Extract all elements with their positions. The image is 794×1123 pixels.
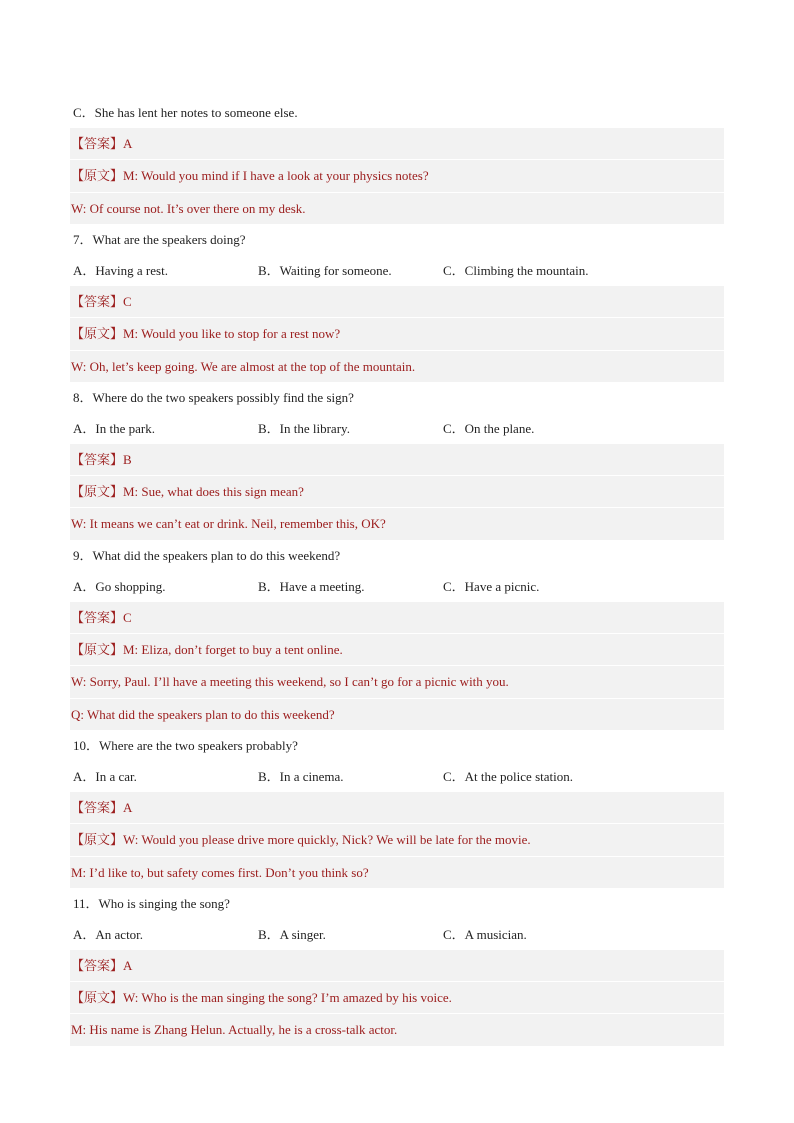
answer-block-line xyxy=(70,1013,724,1045)
option-a: A．Go shopping. xyxy=(73,578,166,594)
option-c: C．A musician. xyxy=(443,926,527,942)
answer-block-line xyxy=(70,192,724,224)
transcript-line: Q: What did the speakers plan to do this weekend? xyxy=(71,706,335,722)
option-c: C．Have a picnic. xyxy=(443,578,540,594)
transcript-line: 【原文】M: Eliza, don’t forget to buy a tent online. xyxy=(71,642,343,658)
answer-options xyxy=(70,413,724,444)
answer-key: 【答案】A xyxy=(71,800,133,816)
answer-options xyxy=(70,919,724,950)
transcript-line: 【原文】M: Sue, what does this sign mean? xyxy=(71,484,304,500)
answer-key: 【答案】B xyxy=(71,452,132,468)
answer-block-line xyxy=(70,602,724,633)
option-b: B．Have a meeting. xyxy=(258,578,365,594)
document-body xyxy=(70,97,724,1046)
option-b: B．In the library. xyxy=(258,420,350,436)
answer-block-line xyxy=(70,665,724,697)
answer-block-line xyxy=(70,507,724,539)
answer-block-line xyxy=(70,792,724,823)
answer-block-line xyxy=(70,350,724,382)
option-line: C．She has lent her notes to someone else. xyxy=(73,105,298,120)
answer-block-line xyxy=(70,475,724,507)
option-b: B．A singer. xyxy=(258,926,326,942)
transcript-line: W: It means we can’t eat or drink. Neil, remember this, OK? xyxy=(71,516,386,532)
option-c: C．On the plane. xyxy=(443,420,535,436)
answer-block-line xyxy=(70,981,724,1013)
transcript-line: M: I’d like to, but safety comes first. Don’t you think so? xyxy=(71,864,369,880)
answer-block-line xyxy=(70,286,724,317)
question-text: 10．Where are the two speakers probably? xyxy=(73,737,298,753)
transcript-line: W: Sorry, Paul. I’ll have a meeting this weekend, so I can’t go for a picnic with you. xyxy=(71,674,509,690)
answer-options xyxy=(70,255,724,286)
transcript-line: 【原文】W: Who is the man singing the song? I’m amazed by his voice. xyxy=(71,990,452,1006)
answer-block-line xyxy=(70,159,724,191)
answer-block-line xyxy=(70,633,724,665)
option-c: C．At the police station. xyxy=(443,768,573,784)
transcript-line: W: Oh, let’s keep going. We are almost at the top of the mountain. xyxy=(71,358,416,374)
question-text: 8．Where do the two speakers possibly find the sign? xyxy=(73,389,354,405)
option-a: A．Having a rest. xyxy=(73,262,168,278)
answer-block-line xyxy=(70,856,724,888)
option-a: A．An actor. xyxy=(73,926,144,942)
question-text: 11．Who is singing the song? xyxy=(73,895,230,911)
answer-key: 【答案】C xyxy=(71,610,132,625)
answer-key: 【答案】A xyxy=(71,136,133,152)
question-text: 9．What did the speakers plan to do this weekend? xyxy=(73,547,341,563)
answer-block-line xyxy=(70,128,724,159)
answer-key: 【答案】C xyxy=(71,294,132,310)
answer-options xyxy=(70,761,724,792)
option-b: B．In a cinema. xyxy=(258,768,344,784)
question-text: 7．What are the speakers doing? xyxy=(73,231,246,247)
answer-block-line xyxy=(70,317,724,349)
answer-block-line xyxy=(70,444,724,475)
transcript-line: W: Of course not. It’s over there on my desk. xyxy=(71,200,306,216)
transcript-line: 【原文】M: Would you mind if I have a look at your physics notes? xyxy=(71,168,429,184)
answer-options xyxy=(70,571,724,602)
answer-block-line xyxy=(70,698,724,730)
answer-block-line xyxy=(70,823,724,855)
transcript-line: M: His name is Zhang Helun. Actually, he is a cross-talk actor. xyxy=(71,1022,398,1038)
transcript-line: 【原文】W: Would you please drive more quickly, Nick? We will be late for the movie. xyxy=(71,832,531,848)
transcript-line: 【原文】M: Would you like to stop for a rest now? xyxy=(71,326,341,342)
option-a: A．In a car. xyxy=(73,768,137,784)
option-c: C．Climbing the mountain. xyxy=(443,262,589,278)
option-a: A．In the park. xyxy=(73,420,155,436)
option-b: B．Waiting for someone. xyxy=(258,262,392,278)
answer-key: 【答案】A xyxy=(71,958,133,974)
answer-block-line xyxy=(70,950,724,981)
